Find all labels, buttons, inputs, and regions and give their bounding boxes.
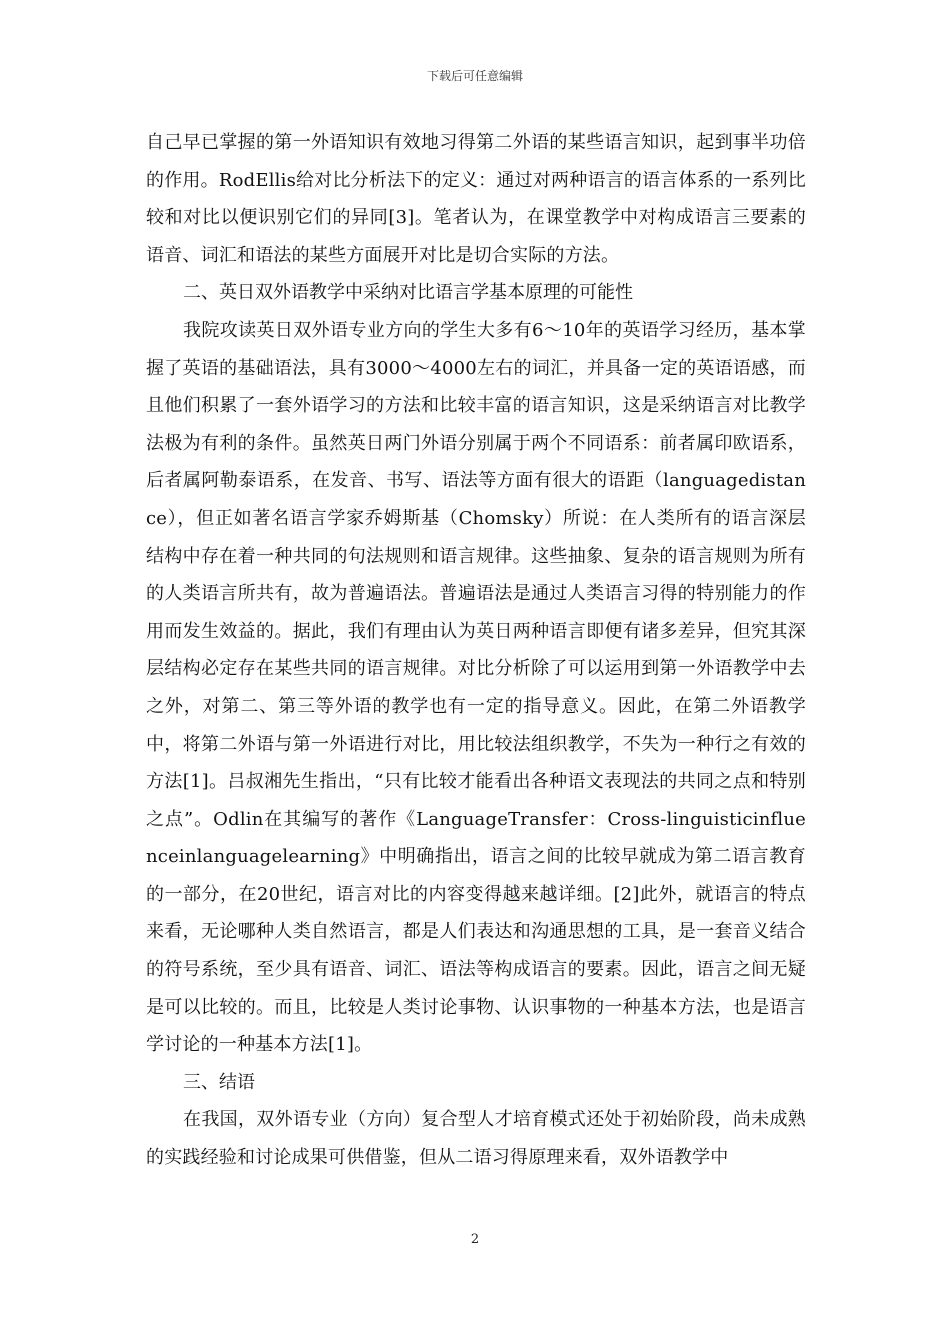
paragraph-3: 在我国，双外语专业（方向）复合型人才培育模式还处于初始阶段，尚未成熟的实践经验和讨论成果可供借鉴，但从二语习得原理来看，双外语教学中 (146, 1109, 806, 1169)
paragraph-1: 自己早已掌握的第一外语知识有效地习得第二外语的某些语言知识，起到事半功倍的作用。RodEllis给对比分析法下的定义：通过对两种语言的语言体系的一系列比较和对比以便识别它们的异同[3]。笔者认为，在课堂教学中对构成语言三要素的语音、词汇和语法的某些方面展开对比是切合实际的方法。 (146, 132, 806, 266)
page-number: 2 (470, 1232, 480, 1247)
document-body (146, 124, 806, 1177)
section-heading-3: 三、结语 (183, 1071, 255, 1093)
paragraph-2: 我院攻读英日双外语专业方向的学生大多有6～10年的英语学习经历，基本掌握了英语的基础语法，具有3000～4000左右的词汇，并具备一定的英语语感，而且他们积累了一套外语学习的方法和比较丰富的语言知识，这是采纳语言对比教学法极为有利的条件。虽然英日两门外语分别属于两个不同语系：前者属印欧语系，后者属阿勒泰语系，在发音、书写、语法等方面有很大的语距（languagedistance），但正如著名语言学家乔姆斯基（Chomsky）所说：在人类所有的语言深层结构中存在着一种共同的句法规则和语言规律。这些抽象、复杂的语言规则为所有的人类语言所共有，故为普遍语法。普遍语法是通过人类语言习得的特别能力的作用而发生效益的。据此，我们有理由认为英日两种语言即便有诸多差异，但究其深层结构必定存在某些共同的语言规律。对比分析除了可以运用到第一外语教学中去之外，对第二、第三等外语的教学也有一定的指导意义。因此，在第二外语教学中，将第二外语与第一外语进行对比，用比较法组织教学，不失为一种行之有效的方法[1]。吕叔湘先生指出，“只有比较才能看出各种语文表现法的共同之点和特别之点”。Odlin在其编写的著作《LanguageTransfer：Cross-linguisticinfluenceinlanguagelearning》中明确指出，语言之间的比较早就成为第二语言教育的一部分，在20世纪，语言对比的内容变得越来越详细。[2]此外，就语言的特点来看，无论哪种人类自然语言，都是人们表达和沟通思想的工具，是一套音义结合的符号系统，至少具有语音、词汇、语法等构成语言的要素。因此，语言之间无疑是可以比较的。而且，比较是人类讨论事物、认识事物的一种基本方法，也是语言学讨论的一种基本方法[1]。 (146, 319, 806, 1056)
section-heading-2: 二、英日双外语教学中采纳对比语言学基本原理的可能性 (183, 282, 633, 304)
page-header: 下载后可任意编辑 (426, 69, 523, 83)
